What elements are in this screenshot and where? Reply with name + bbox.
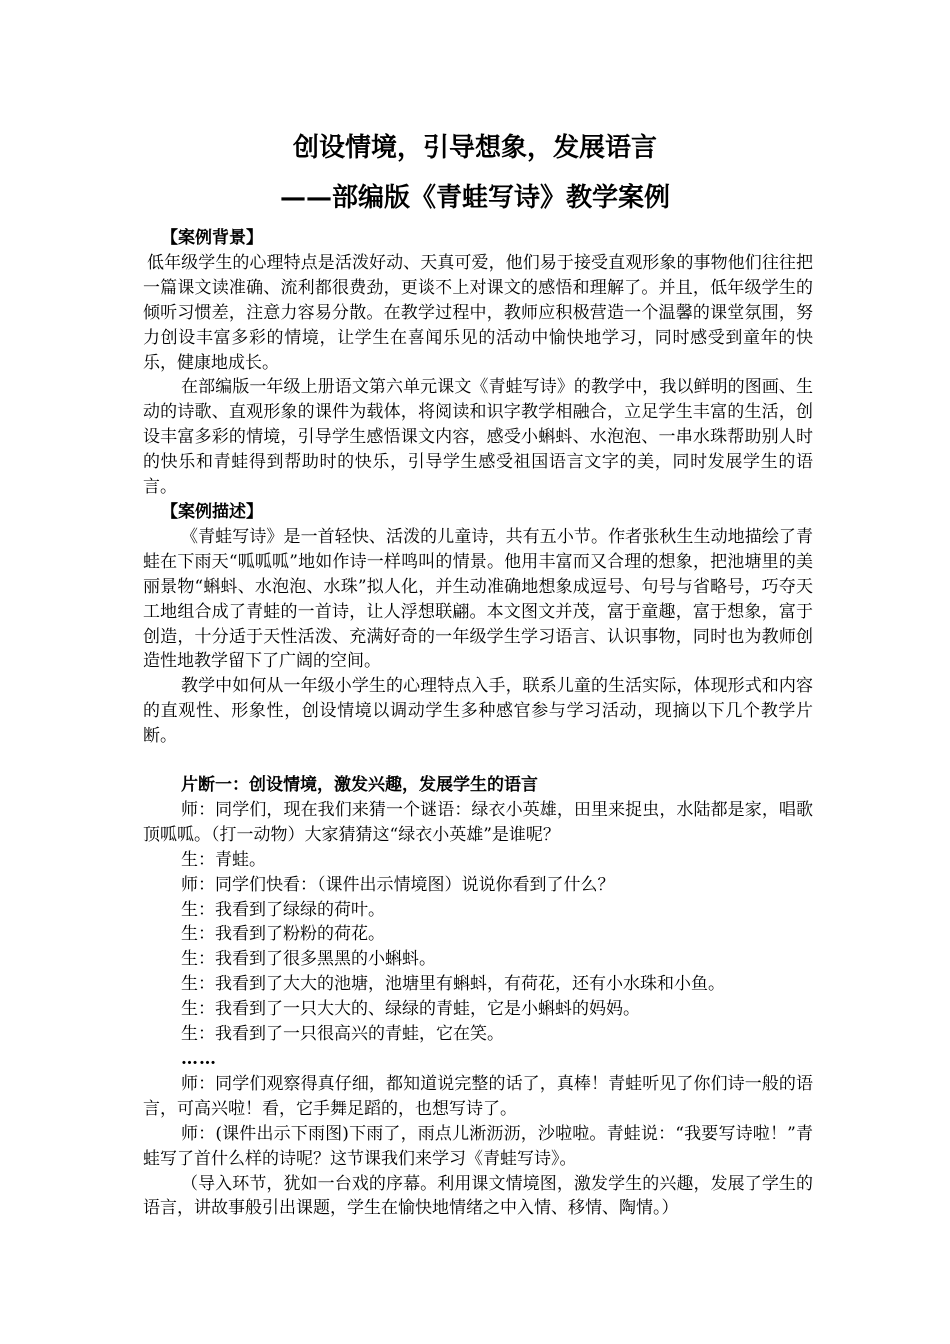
section-heading-background: 【案例背景】 <box>161 228 263 248</box>
ellipsis: …… <box>181 1049 217 1069</box>
document-body <box>143 226 813 1221</box>
dialogue-line: 生：我看到了粉粉的荷花。 <box>181 924 385 945</box>
dialogue-line: 生：我看到了很多黑黑的小蝌蚪。 <box>181 949 436 970</box>
dialogue-line: 生：我看到了一只大大的、绿绿的青蛙，它是小蝌蚪的妈妈。 <box>181 999 640 1020</box>
section-heading-description: 【案例描述】 <box>161 501 263 522</box>
document-title: 创设情境，引导想象，发展语言 <box>292 133 657 163</box>
paragraph: 教学中如何从一年级小学生的心理特点入手，联系儿童的生活实际，体现形式和内容的直观性、形象性，创设情境以调动学生多种感官参与学习活动，现摘以下几个教学片断。 <box>143 676 813 747</box>
dialogue-line: 生：我看到了一只很高兴的青蛙，它在笑。 <box>181 1024 504 1045</box>
fragment-heading: 片断一：创设情境，激发兴趣，发展学生的语言 <box>181 775 538 796</box>
dialogue-line: 师：同学们，现在我们来猜一个谜语：绿衣小英雄，田里来捉虫，水陆都是家，唱歌顶呱呱。（打一动物）大家猜猜这“绿衣小英雄”是谁呢？ <box>143 799 813 845</box>
paragraph: 《青蛙写诗》是一首轻快、活泼的儿童诗，共有五小节。作者张秋生生动地描绘了青蛙在下雨天“呱呱呱”地如作诗一样鸣叫的情景。他用丰富而又合理的想象，把池塘里的美丽景物“蝌蚪、水泡泡、水珠”拟人化，并生动准确地想象成逗号、句号与省略号，巧夺天工地组合成了青蛙的一首诗，让人浮想联翩。本文图文并茂，富于童趣，富于想象，富于创造，十分适于天性活泼、充满好奇的一年级学生学习语言、认识事物，同时也为教师创造性地教学留下了广阔的空间。 <box>143 526 813 672</box>
dialogue-line: 师：同学们快看：（课件出示情境图）说说你看到了什么？ <box>181 874 615 895</box>
paragraph: 在部编版一年级上册语文第六单元课文《青蛙写诗》的教学中，我以鲜明的图画、生动的诗歌、直观形象的课件为载体，将阅读和识字教学相融合，立足学生丰富的生活，创设丰富多彩的情境，引导学生感悟课文内容，感受小蝌蚪、水泡泡、一串水珠帮助别人时的快乐和青蛙得到帮助时的快乐，引导学生感受祖国语言文字的美，同时发展学生的语言。 <box>143 377 813 498</box>
dialogue-line: 生：青蛙。 <box>181 849 266 870</box>
dialogue-line: 师：同学们观察得真仔细，都知道说完整的话了，真棒！青蛙听见了你们诗一般的语言，可高兴啦！看，它手舞足蹈的，也想写诗了。 <box>143 1073 813 1119</box>
document-subtitle: ——部编版《青蛙写诗》教学案例 <box>280 183 671 213</box>
dialogue-line: 生：我看到了大大的池塘，池塘里有蝌蚪，有荷花，还有小水珠和小鱼。 <box>181 974 725 995</box>
commentary: （导入环节，犹如一台戏的序幕。利用课文情境图，激发学生的兴趣，发展了学生的语言，讲故事般引出课题，学生在愉快地情绪之中入情、移情、陶情。） <box>143 1173 813 1219</box>
dialogue-line: 师：(课件出示下雨图)下雨了，雨点儿淅沥沥，沙啦啦。青蛙说：“我要写诗啦！”青蛙写了首什么样的诗呢？这节课我们来学习《青蛙写诗》。 <box>143 1123 813 1169</box>
paragraph: 低年级学生的心理特点是活泼好动、天真可爱，他们易于接受直观形象的事物他们往往把一篇课文读准确、流利都很费劲，更谈不上对课文的感悟和理解了。并且，低年级学生的倾听习惯差，注意力容易分散。在教学过程中，教师应积极营造一个温馨的课堂氛围，努力创设丰富多彩的情境，让学生在喜闻乐见的活动中愉快地学习，同时感受到童年的快乐，健康地成长。 <box>143 252 813 373</box>
dialogue-line: 生：我看到了绿绿的荷叶。 <box>181 899 385 920</box>
